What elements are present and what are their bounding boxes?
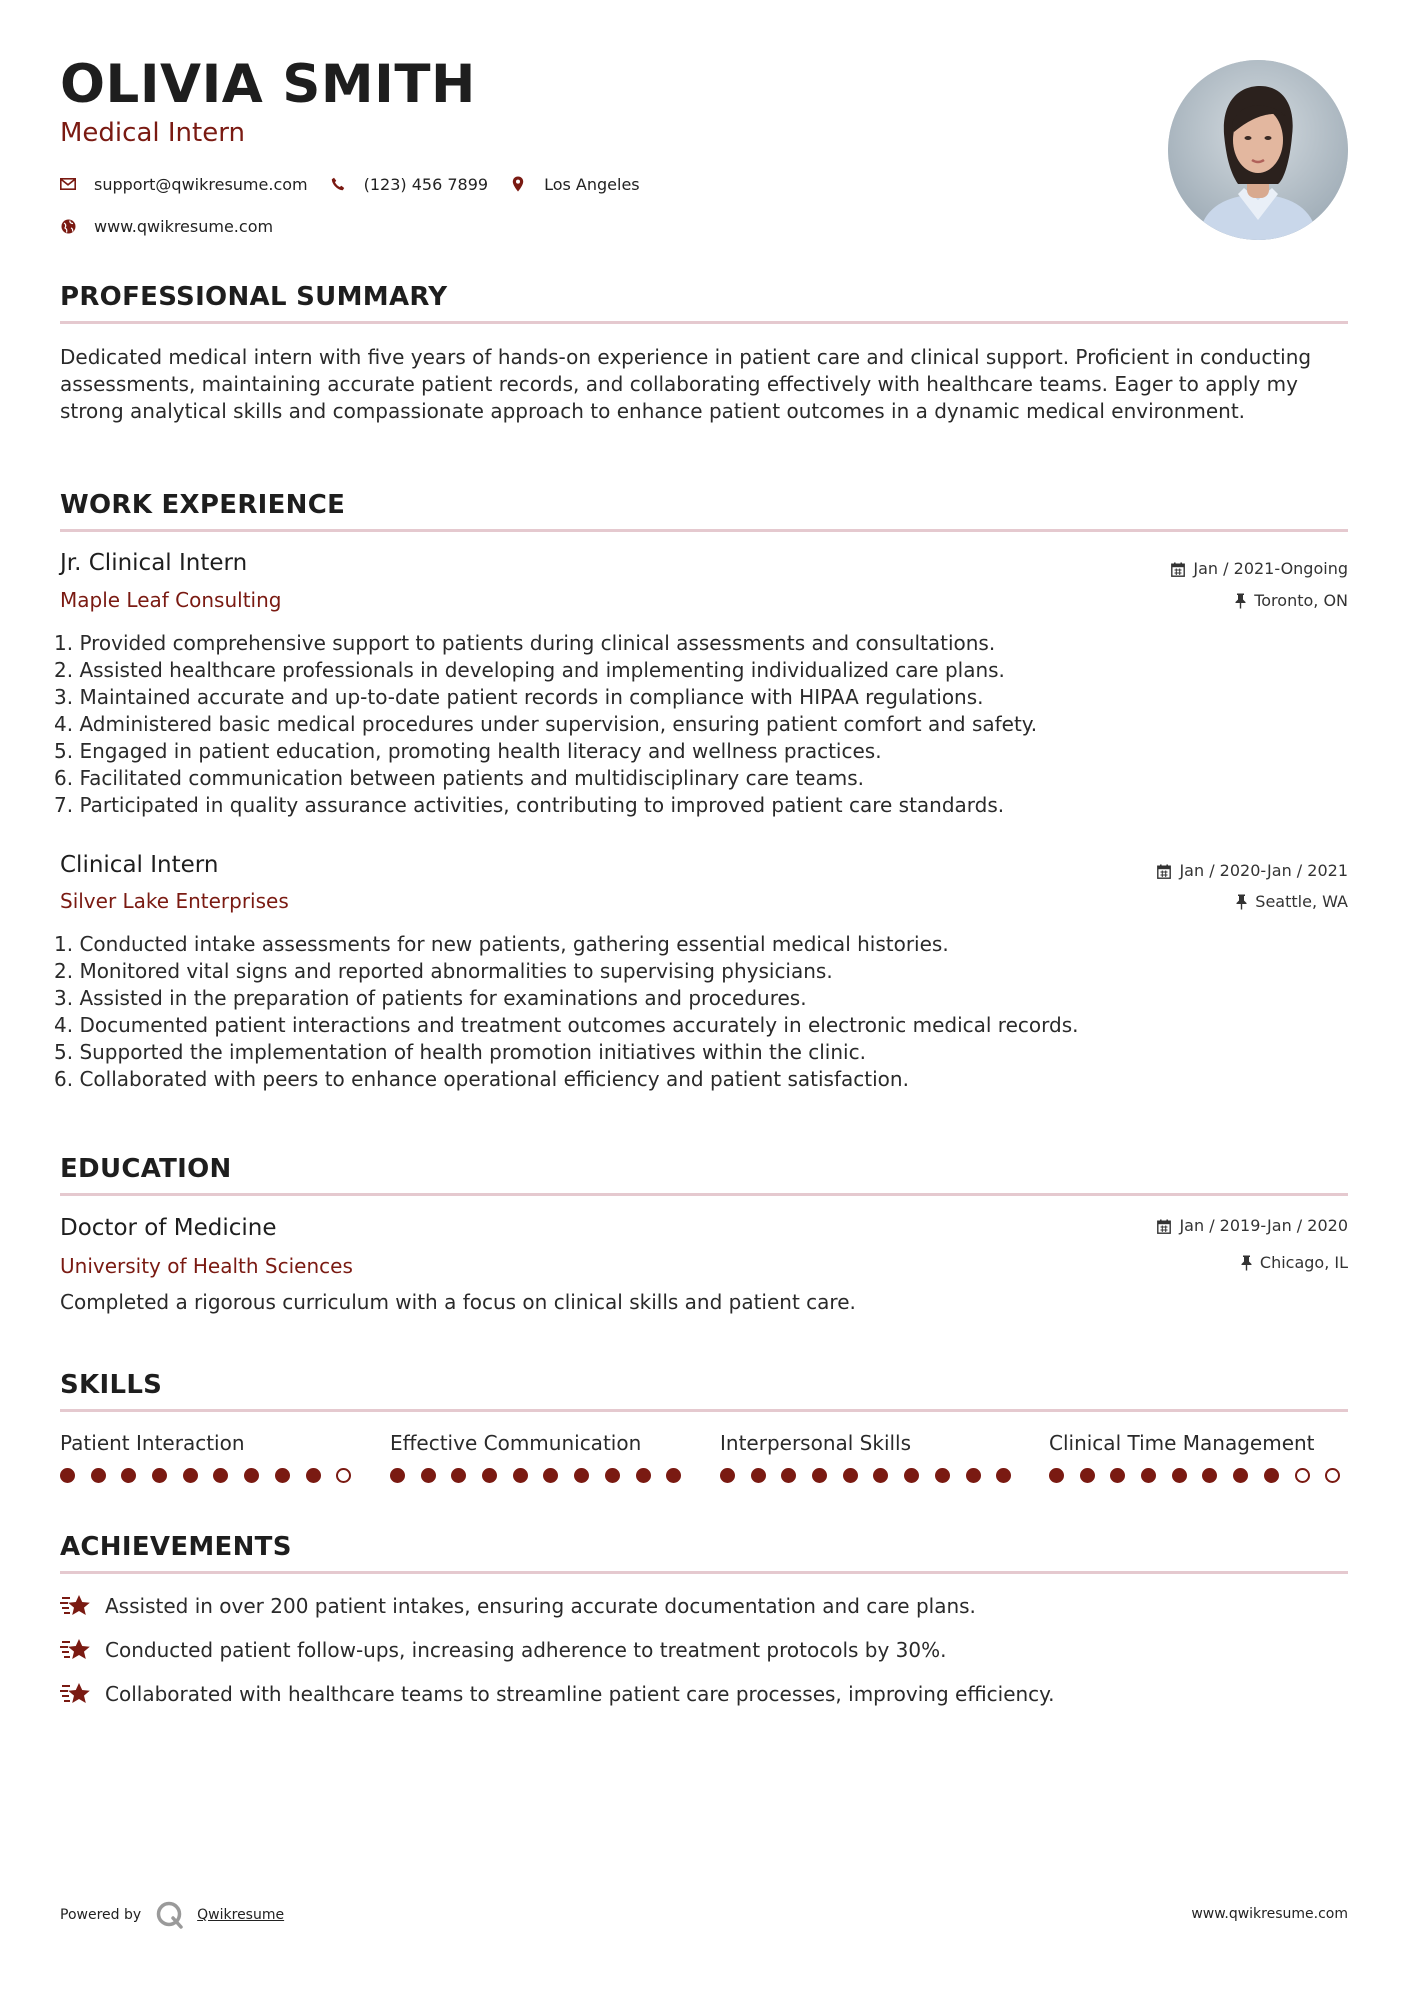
job-dates-text: Jan / 2021-Ongoing — [1193, 559, 1348, 578]
pushpin-icon — [1236, 894, 1247, 910]
education-description: Completed a rigorous curriculum with a focus on clinical skills and patient care. — [60, 1290, 856, 1314]
rating-dot-filled — [843, 1468, 858, 1483]
skill-name: Clinical Time Management — [1049, 1431, 1315, 1455]
rating-dot-filled — [1110, 1468, 1125, 1483]
job-location-text: Toronto, ON — [1254, 591, 1348, 610]
contact-row-secondary — [60, 214, 295, 238]
rating-dot-empty — [1325, 1468, 1340, 1483]
brand-link[interactable]: Qwikresume — [197, 1907, 285, 1923]
footer-powered-by — [60, 1900, 284, 1930]
education-location-text: Chicago, IL — [1259, 1253, 1348, 1272]
section-divider — [60, 1571, 1348, 1574]
rating-dot-filled — [904, 1468, 919, 1483]
rating-dot-filled — [451, 1468, 466, 1483]
skill-rating — [720, 1468, 1027, 1483]
candidate-name: OLIVIA SMITH — [60, 54, 476, 115]
list-item: 4. Documented patient interactions and treatment outcomes accurately in electronic medical records. — [54, 1013, 1079, 1037]
job-company: Silver Lake Enterprises — [60, 889, 289, 913]
skill-rating — [60, 1468, 367, 1483]
rating-dot-filled — [1080, 1468, 1095, 1483]
location-pin-icon — [510, 176, 526, 192]
rating-dot-filled — [812, 1468, 827, 1483]
education-dates — [1157, 1218, 1348, 1234]
rating-dot-filled — [421, 1468, 436, 1483]
rating-dot-filled — [935, 1468, 950, 1483]
job-title: Clinical Intern — [60, 852, 219, 878]
achievement-text: Collaborated with healthcare teams to streamline patient care processes, improving efficiency. — [105, 1682, 1055, 1706]
school-name: University of Health Sciences — [60, 1254, 353, 1278]
education-dates-text: Jan / 2019-Jan / 2020 — [1179, 1216, 1348, 1235]
rating-dot-empty — [1295, 1468, 1310, 1483]
email-link[interactable]: support@qwikresume.com — [94, 174, 308, 194]
rating-dot-filled — [244, 1468, 259, 1483]
contact-row-primary — [60, 172, 662, 196]
section-title-skills: SKILLS — [60, 1370, 163, 1400]
list-item: 5. Supported the implementation of health promotion initiatives within the clinic. — [54, 1040, 866, 1064]
email-icon — [60, 176, 76, 192]
rating-dot-filled — [1141, 1468, 1156, 1483]
list-item: 2. Assisted healthcare professionals in developing and implementing individualized care plans. — [54, 658, 1005, 682]
rating-dot-empty — [336, 1468, 351, 1483]
section-title-achievements: ACHIEVEMENTS — [60, 1532, 292, 1562]
candidate-role: Medical Intern — [60, 118, 245, 148]
qwikresume-logo-icon — [155, 1900, 185, 1930]
job-responsibilities — [54, 630, 1344, 819]
rating-dot-filled — [996, 1468, 1011, 1483]
list-item: 2. Monitored vital signs and reported abnormalities to supervising physicians. — [54, 959, 833, 983]
rating-dot-filled — [152, 1468, 167, 1483]
list-item: 6. Facilitated communication between patients and multidisciplinary care teams. — [54, 766, 864, 790]
section-divider — [60, 1409, 1348, 1412]
phone-icon — [330, 176, 346, 192]
degree-title: Doctor of Medicine — [60, 1215, 277, 1241]
award-star-icon — [60, 1592, 92, 1620]
job-dates — [1171, 561, 1348, 577]
rating-dot-filled — [781, 1468, 796, 1483]
rating-dot-filled — [751, 1468, 766, 1483]
rating-dot-filled — [390, 1468, 405, 1483]
rating-dot-filled — [1049, 1468, 1064, 1483]
achievement-text: Assisted in over 200 patient intakes, ensuring accurate documentation and care plans. — [105, 1594, 976, 1618]
award-star-icon — [60, 1680, 92, 1708]
list-item: 5. Engaged in patient education, promoting health literacy and wellness practices. — [54, 739, 882, 763]
rating-dot-filled — [482, 1468, 497, 1483]
calendar-icon — [1157, 1219, 1171, 1234]
rating-dot-filled — [1233, 1468, 1248, 1483]
list-item: 1. Provided comprehensive support to patients during clinical assessments and consultations. — [54, 631, 996, 655]
section-title-experience: WORK EXPERIENCE — [60, 490, 346, 520]
list-item: 3. Maintained accurate and up-to-date patient records in compliance with HIPAA regulations. — [54, 685, 984, 709]
education-location — [1241, 1255, 1348, 1271]
calendar-icon — [1171, 562, 1185, 577]
rating-dot-filled — [543, 1468, 558, 1483]
list-item: 4. Administered basic medical procedures under supervision, ensuring patient comfort and safety. — [54, 712, 1038, 736]
list-item: 3. Assisted in the preparation of patients for examinations and procedures. — [54, 986, 807, 1010]
section-divider — [60, 321, 1348, 324]
list-item: 6. Collaborated with peers to enhance operational efficiency and patient satisfaction. — [54, 1067, 909, 1091]
job-dates — [1157, 863, 1348, 879]
rating-dot-filled — [873, 1468, 888, 1483]
location-text: Los Angeles — [544, 174, 640, 194]
rating-dot-filled — [121, 1468, 136, 1483]
job-title: Jr. Clinical Intern — [60, 550, 248, 576]
section-title-summary: PROFESSIONAL SUMMARY — [60, 282, 448, 312]
skill-rating — [1049, 1468, 1356, 1483]
list-item: 7. Participated in quality assurance activities, contributing to improved patient care standards. — [54, 793, 1005, 817]
globe-icon — [60, 218, 76, 234]
job-location-text: Seattle, WA — [1255, 892, 1348, 911]
job-dates-text: Jan / 2020-Jan / 2021 — [1179, 861, 1348, 880]
list-item: 1. Conducted intake assessments for new patients, gathering essential medical histories. — [54, 932, 949, 956]
achievement-text: Conducted patient follow-ups, increasing adherence to treatment protocols by 30%. — [105, 1638, 947, 1662]
rating-dot-filled — [636, 1468, 651, 1483]
section-divider — [60, 529, 1348, 532]
job-responsibilities — [54, 931, 1344, 1093]
award-star-icon — [60, 1636, 92, 1664]
pushpin-icon — [1235, 593, 1246, 609]
section-divider — [60, 1193, 1348, 1196]
rating-dot-filled — [720, 1468, 735, 1483]
rating-dot-filled — [966, 1468, 981, 1483]
rating-dot-filled — [1172, 1468, 1187, 1483]
phone-number: (123) 456 7899 — [363, 174, 489, 194]
rating-dot-filled — [1202, 1468, 1217, 1483]
rating-dot-filled — [60, 1468, 75, 1483]
achievement-item — [60, 1636, 947, 1664]
profile-photo — [1168, 60, 1348, 240]
calendar-icon — [1157, 864, 1171, 879]
rating-dot-filled — [183, 1468, 198, 1483]
rating-dot-filled — [574, 1468, 589, 1483]
job-company: Maple Leaf Consulting — [60, 588, 282, 612]
powered-by-label: Powered by — [60, 1907, 142, 1923]
skill-name: Patient Interaction — [60, 1431, 245, 1455]
pushpin-icon — [1241, 1255, 1252, 1271]
skill-name: Interpersonal Skills — [720, 1431, 912, 1455]
summary-text: Dedicated medical intern with five years of hands-on experience in patient care and clinical support. Proficient in conducting assessments, maintaining accurate patient records, and collaborating effectively with healthcare teams. Eager to apply my strong analytical skills and compassionate approach to enhance patient outcomes in a dynamic medical environment. — [60, 345, 1312, 423]
job-location — [1236, 894, 1348, 910]
section-title-education: EDUCATION — [60, 1154, 232, 1184]
rating-dot-filled — [666, 1468, 681, 1483]
footer-website-link[interactable]: www.qwikresume.com — [1191, 1906, 1348, 1922]
skill-rating — [390, 1468, 697, 1483]
rating-dot-filled — [275, 1468, 290, 1483]
rating-dot-filled — [213, 1468, 228, 1483]
rating-dot-filled — [605, 1468, 620, 1483]
rating-dot-filled — [1264, 1468, 1279, 1483]
skill-name: Effective Communication — [390, 1431, 642, 1455]
job-location — [1235, 593, 1348, 609]
website-link[interactable]: www.qwikresume.com — [94, 216, 274, 236]
rating-dot-filled — [306, 1468, 321, 1483]
rating-dot-filled — [513, 1468, 528, 1483]
achievement-item — [60, 1592, 976, 1620]
achievement-item — [60, 1680, 1055, 1708]
rating-dot-filled — [91, 1468, 106, 1483]
